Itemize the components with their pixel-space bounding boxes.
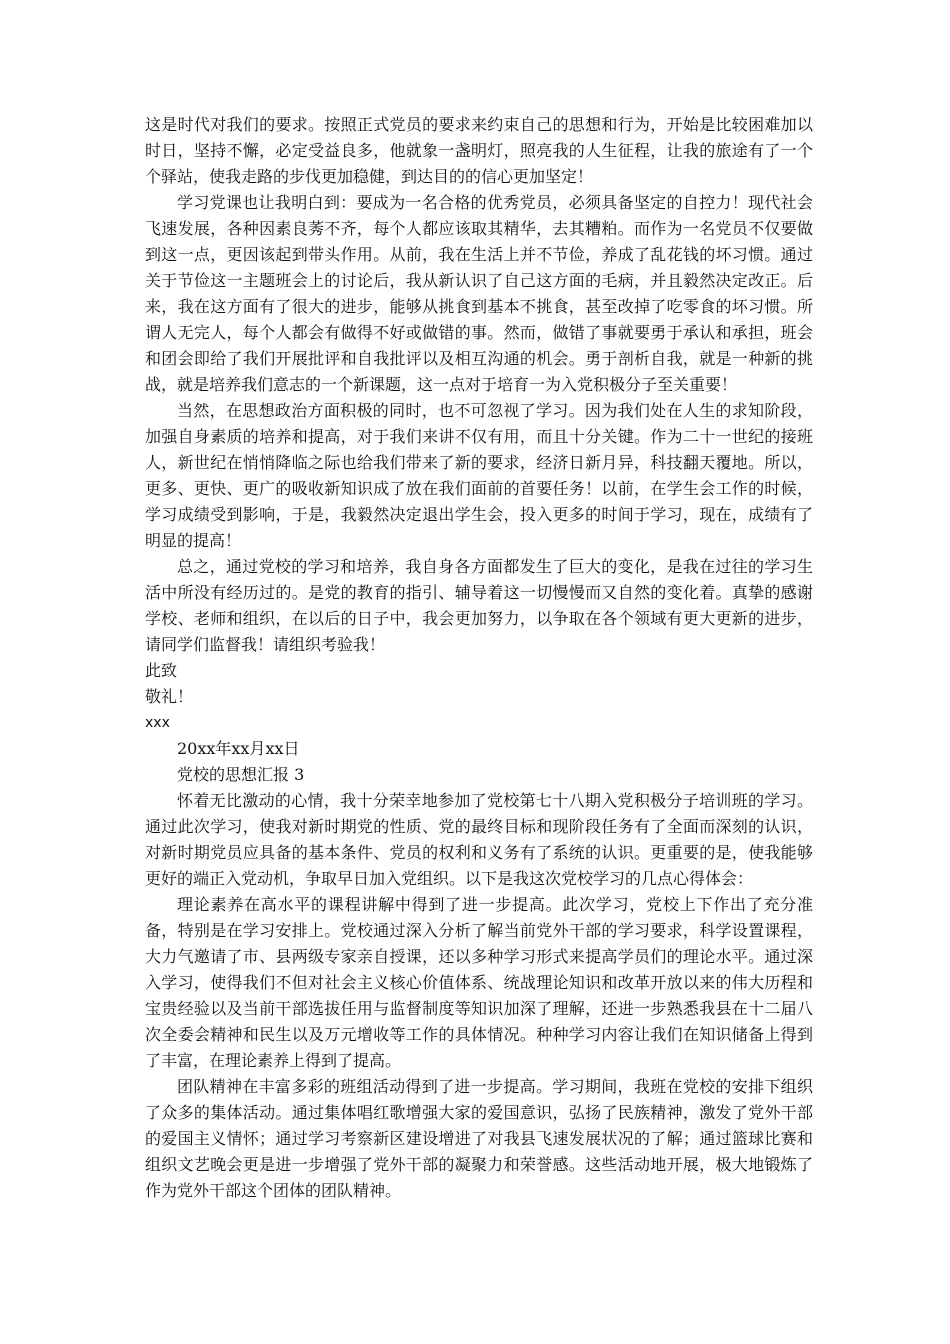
paragraph-1: 这是时代对我们的要求。按照正式党员的要求来约束自己的思想和行为，开始是比较困难加以时日，坚持不懈，必定受益良多，他就象一盏明灯，照亮我的人生征程，让我的旅途有了一个个驿站，使我走路的步伐更加稳健，到达目的的信心更加坚定！ <box>145 115 813 186</box>
paragraph-5: 怀着无比激动的心情，我十分荣幸地参加了党校第七十八期入党积极分子培训班的学习。通过此次学习，使我对新时期党的性质、党的最终目标和现阶段任务有了全面而深刻的认识，对新时期党员应具备的基本条件、党员的权利和义务有了系统的认识。更重要的是，使我能够更好的端正入党动机，争取早日加入党组织。以下是我这次党校学习的几点心得体会： <box>145 791 813 888</box>
closing-line-1: 此致 <box>145 661 178 680</box>
signature: xxx <box>145 715 170 731</box>
section-title: 党校的思想汇报 3 <box>177 765 305 784</box>
paragraph-2: 学习党课也让我明白到：要成为一名合格的优秀党员，必须具备坚定的自控力！现代社会飞速发展，各种因素良莠不齐，每个人都应该取其精华，去其糟粕。而作为一名党员不仅要做到这一点，更因该起到带头作用。从前，我在生活上并不节俭，养成了乱花钱的坏习惯。通过关于节俭这一主题班会上的讨论后，我从新认识了自己这方面的毛病，并且毅然决定改正。后来，我在这方面有了很大的进步，能够从挑食到基本不挑食，甚至改掉了吃零食的坏习惯。所谓人无完人，每个人都会有做得不好或做错的事。然而，做错了事就要勇于承认和承担，班会和团会即给了我们开展批评和自我批评以及相互沟通的机会。勇于剖析自我，就是一种新的挑战，就是培养我们意志的一个新课题，这一点对于培育一为入党积极分子至关重要！ <box>145 193 813 394</box>
paragraph-7: 团队精神在丰富多彩的班组活动得到了进一步提高。学习期间，我班在党校的安排下组织了众多的集体活动。通过集体唱红歌增强大家的爱国意识，弘扬了民族精神，激发了党外干部的爱国主义情怀；通过学习考察新区建设增进了对我县飞速发展状况的了解；通过篮球比赛和组织文艺晚会更是进一步增强了党外干部的凝聚力和荣誉感。这些活动地开展，极大地锻炼了作为党外干部这个团体的团队精神。 <box>145 1077 813 1200</box>
date-line: 20xx年xx月xx日 <box>177 739 300 758</box>
closing-line-2: 敬礼！ <box>145 687 194 706</box>
paragraph-6: 理论素养在高水平的课程讲解中得到了进一步提高。此次学习，党校上下作出了充分准备，特别是在学习安排上。党校通过深入分析了解当前党外干部的学习要求，科学设置课程，大力气邀请了市、县两级专家亲自授课，还以多种学习形式来提高学员们的理论水平。通过深入学习，使得我们不但对社会主义核心价值体系、统战理论知识和改革开放以来的伟大历程和宝贵经验以及当前干部选拔任用与监督制度等知识加深了理解，还进一步熟悉我县在十二届八次全委会精神和民生以及万元增收等工作的具体情况。种种学习内容让我们在知识储备上得到了丰富，在理论素养上得到了提高。 <box>145 895 813 1070</box>
document-body <box>145 112 813 1204</box>
paragraph-4: 总之，通过党校的学习和培养，我自身各方面都发生了巨大的变化，是我在过往的学习生活中所没有经历过的。是党的教育的指引、辅导着这一切慢慢而又自然的变化着。真挚的感谢学校、老师和组织，在以后的日子中，我会更加努力，以争取在各个领域有更大更新的进步，请同学们监督我！请组织考验我！ <box>145 557 813 654</box>
paragraph-3: 当然，在思想政治方面积极的同时，也不可忽视了学习。因为我们处在人生的求知阶段，加强自身素质的培养和提高，对于我们来讲不仅有用，而且十分关键。作为二十一世纪的接班人，新世纪在悄悄降临之际也给我们带来了新的要求，经济日新月异，科技翻天覆地。所以，更多、更快、更广的吸收新知识成了放在我们面前的首要任务！以前，在学生会工作的时候，学习成绩受到影响，于是，我毅然决定退出学生会，投入更多的时间于学习，现在，成绩有了明显的提高！ <box>145 401 813 550</box>
